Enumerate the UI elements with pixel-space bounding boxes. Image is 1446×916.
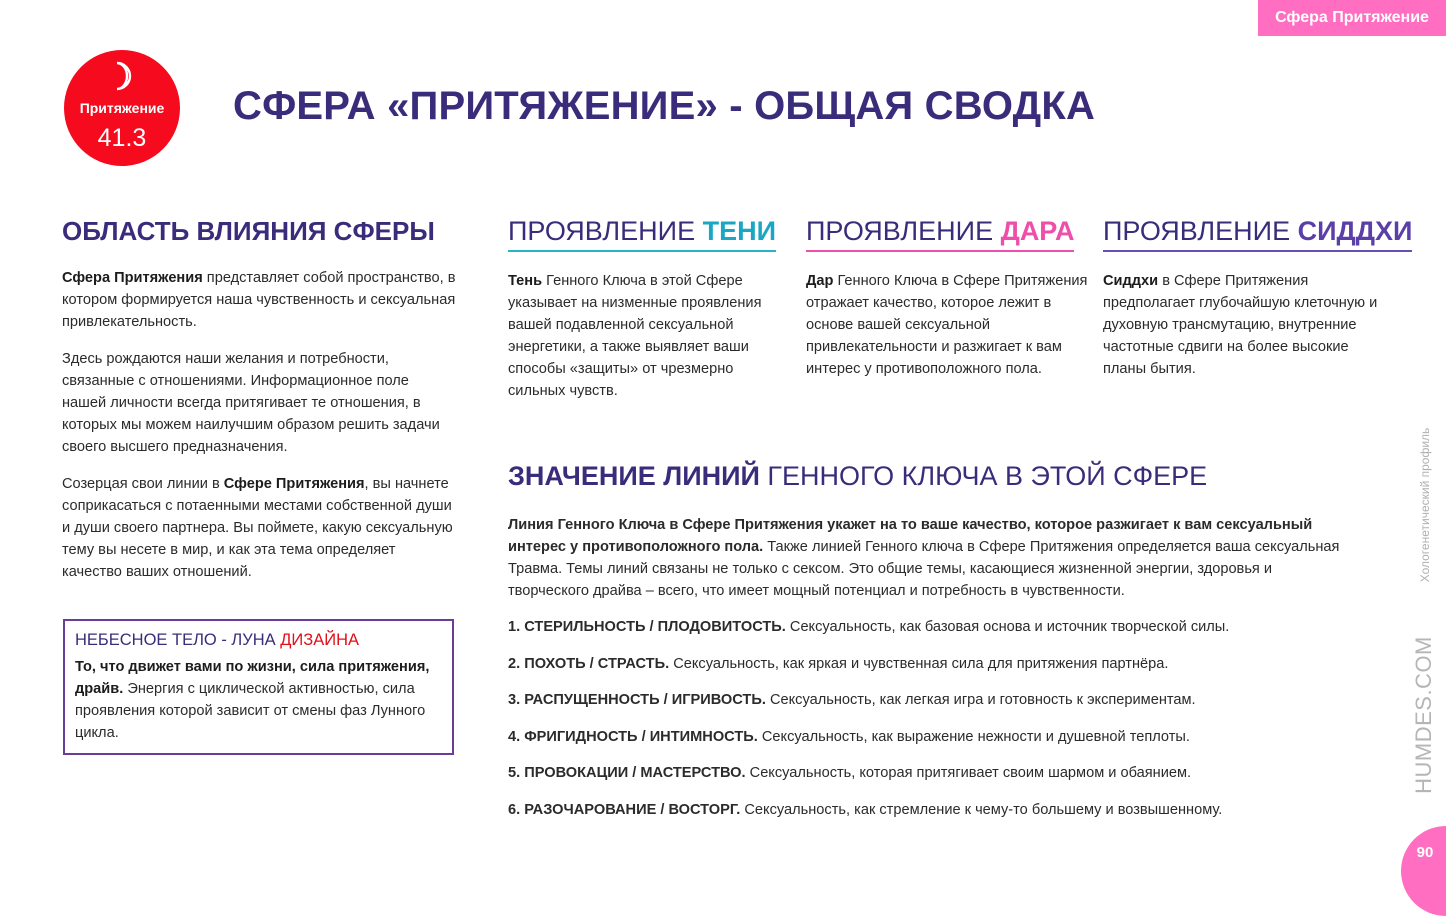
- shadow-text: [508, 270, 792, 402]
- siddhi-heading-prefix: ПРОЯВЛЕНИЕ: [1103, 216, 1298, 246]
- line-item-title: 1. СТЕРИЛЬНОСТЬ / ПЛОДОВИТОСТЬ.: [508, 619, 786, 635]
- influence-paragraph-2: Здесь рождаются наши желания и потребности, связанные с отношениями. Информационное поле нашей личности всегда притягивает те отношения, в которых мы можем наилучшим образом решить задачи своего высшего предназначения.: [62, 351, 440, 455]
- sphere-badge: [64, 50, 180, 166]
- influence-p3-pre: Созерцая свои линии в: [62, 476, 224, 492]
- celestial-text-bold: То, что движет вами по жизни, сила притяжения, драйв.: [75, 659, 430, 697]
- line-item-title: 6. РАЗОЧАРОВАНИЕ / ВОСТОРГ.: [508, 801, 741, 818]
- line-item-title: 4. ФРИГИДНОСТЬ / ИНТИМНОСТЬ.: [508, 728, 758, 745]
- siddhi-manifestation: [1103, 216, 1413, 395]
- lines-section: [508, 461, 1348, 836]
- shadow-text-bold: Тень: [508, 273, 543, 289]
- gift-text-bold: Дар: [806, 273, 834, 289]
- line-item-title: 3. РАСПУЩЕННОСТЬ / ИГРИВОСТЬ.: [508, 692, 766, 709]
- moon-icon: [64, 60, 180, 92]
- celestial-text: [75, 656, 442, 744]
- page-title: СФЕРА «ПРИТЯЖЕНИЕ» - ОБЩАЯ СВОДКА: [233, 84, 1096, 128]
- line-item: [508, 616, 1348, 638]
- shadow-manifestation: [508, 216, 792, 417]
- page-number-label: 90: [1416, 844, 1434, 861]
- line-item-text: Сексуальность, как выражение нежности и душевной теплоты.: [757, 728, 1190, 745]
- gift-manifestation: [806, 216, 1090, 395]
- line-item: [508, 689, 1348, 711]
- gift-heading-accent: ДАРА: [1000, 216, 1075, 246]
- shadow-text-rest: Генного Ключа в этой Сфере указывает на низменные проявления вашей подавленной сексуальной энергетики, а также выявляет ваши способы «защиты» от чрезмерно сильных чувств.: [508, 273, 762, 399]
- siddhi-heading-accent: СИДДХИ: [1297, 216, 1413, 246]
- lines-intro-rest: Также линией Генного ключа в Сфере Притяжения определяется ваша сексуальная Травма. Темы линий связаны не только с сексом. Это общие темы, касающиеся жизненной энергии, здоровья и творческого драйва – всего, что имеет мощный потенциал и потребность в чувственности.: [508, 539, 1340, 599]
- lines-heading-bold: ЗНАЧЕНИЕ ЛИНИЙ: [508, 461, 760, 491]
- side-brand: HUMDES.COM: [1411, 636, 1436, 794]
- sphere-tag: Сфера Притяжение: [1258, 0, 1446, 36]
- gift-text-rest: Генного Ключа в Сфере Притяжения отражает качество, которое лежит в основе вашей сексуальной привлекательности и разжигает к вам интерес у противоположного пола.: [806, 273, 1088, 377]
- lines-intro: [508, 514, 1348, 602]
- celestial-body-box: [63, 619, 454, 755]
- influence-paragraph-3: [62, 473, 457, 583]
- siddhi-text-bold: Сиддхи: [1103, 273, 1159, 289]
- siddhi-heading: [1103, 216, 1412, 252]
- line-item-text: Сексуальность, как легкая игра и готовность к экспериментам.: [765, 692, 1196, 709]
- celestial-heading-main: НЕБЕСНОЕ ТЕЛО - ЛУНА: [75, 631, 281, 649]
- celestial-heading-accent: ДИЗАЙНА: [280, 631, 360, 649]
- shadow-heading: [508, 216, 776, 252]
- line-item-text: Сексуальность, как стремление к чему-то большему и возвышенному.: [740, 801, 1223, 818]
- line-item-text: Сексуальность, которая притягивает своим шармом и обаянием.: [745, 765, 1192, 782]
- line-item-title: 2. ПОХОТЬ / СТРАСТЬ.: [508, 655, 670, 672]
- line-item-title: 5. ПРОВОКАЦИИ / МАСТЕРСТВО.: [508, 765, 746, 782]
- shadow-heading-accent: ТЕНИ: [702, 216, 776, 246]
- influence-section: [62, 216, 457, 598]
- line-item: [508, 799, 1348, 821]
- celestial-heading: [75, 631, 442, 650]
- celestial-text-rest: Энергия с циклической активностью, сила проявления которой зависит от смены фаз Лунного цикла.: [75, 681, 426, 741]
- lines-intro-bold: Линия Генного Ключа в Сфере Притяжения укажет на то ваше качество, которое разжигает к вам сексуальный интерес у противоположного пола.: [508, 517, 1313, 555]
- lines-heading-rest: ГЕННОГО КЛЮЧА В ЭТОЙ СФЕРЕ: [759, 461, 1208, 491]
- gift-heading-prefix: ПРОЯВЛЕНИЕ: [806, 216, 1001, 246]
- influence-p1-bold: Сфера Притяжения: [62, 270, 203, 286]
- siddhi-text-rest: в Сфере Притяжения предполагает глубочайшую клеточную и духовную трансмутацию, внутренние частотные сдвиги на более высокие планы бытия.: [1103, 273, 1378, 377]
- influence-p1-text: представляет собой пространство, в котором формируется наша чувственность и сексуальная привлекательность.: [62, 270, 456, 330]
- line-item: [508, 726, 1348, 748]
- influence-p3-bold: Сфере Притяжения: [223, 476, 365, 492]
- line-item-text: Сексуальность, как яркая и чувственная сила для притяжения партнёра.: [669, 655, 1169, 672]
- influence-paragraph-1: [62, 267, 457, 333]
- badge-number: 41.3: [97, 124, 147, 152]
- side-caption: Хологенетический профиль: [1418, 427, 1432, 583]
- badge-name: Притяжение: [79, 100, 165, 116]
- page-number: [1401, 826, 1446, 916]
- line-item: [508, 653, 1348, 675]
- shadow-heading-prefix: ПРОЯВЛЕНИЕ: [508, 216, 703, 246]
- influence-heading: ОБЛАСТЬ ВЛИЯНИЯ СФЕРЫ: [62, 216, 435, 246]
- gift-text: [806, 270, 1090, 380]
- gift-heading: [806, 216, 1074, 252]
- influence-p3-post: , вы начнете соприкасаться с потаенными местами собственной души и души своего партнера. Вы поймете, какую сексуальную тему вы несете в мир, и как эта тема определяет качество ваших отношений.: [62, 476, 453, 580]
- line-item: [508, 762, 1348, 784]
- line-item-text: Сексуальность, как базовая основа и источник творческой силы.: [785, 619, 1230, 635]
- siddhi-text: [1103, 270, 1387, 380]
- lines-heading: [508, 461, 1348, 492]
